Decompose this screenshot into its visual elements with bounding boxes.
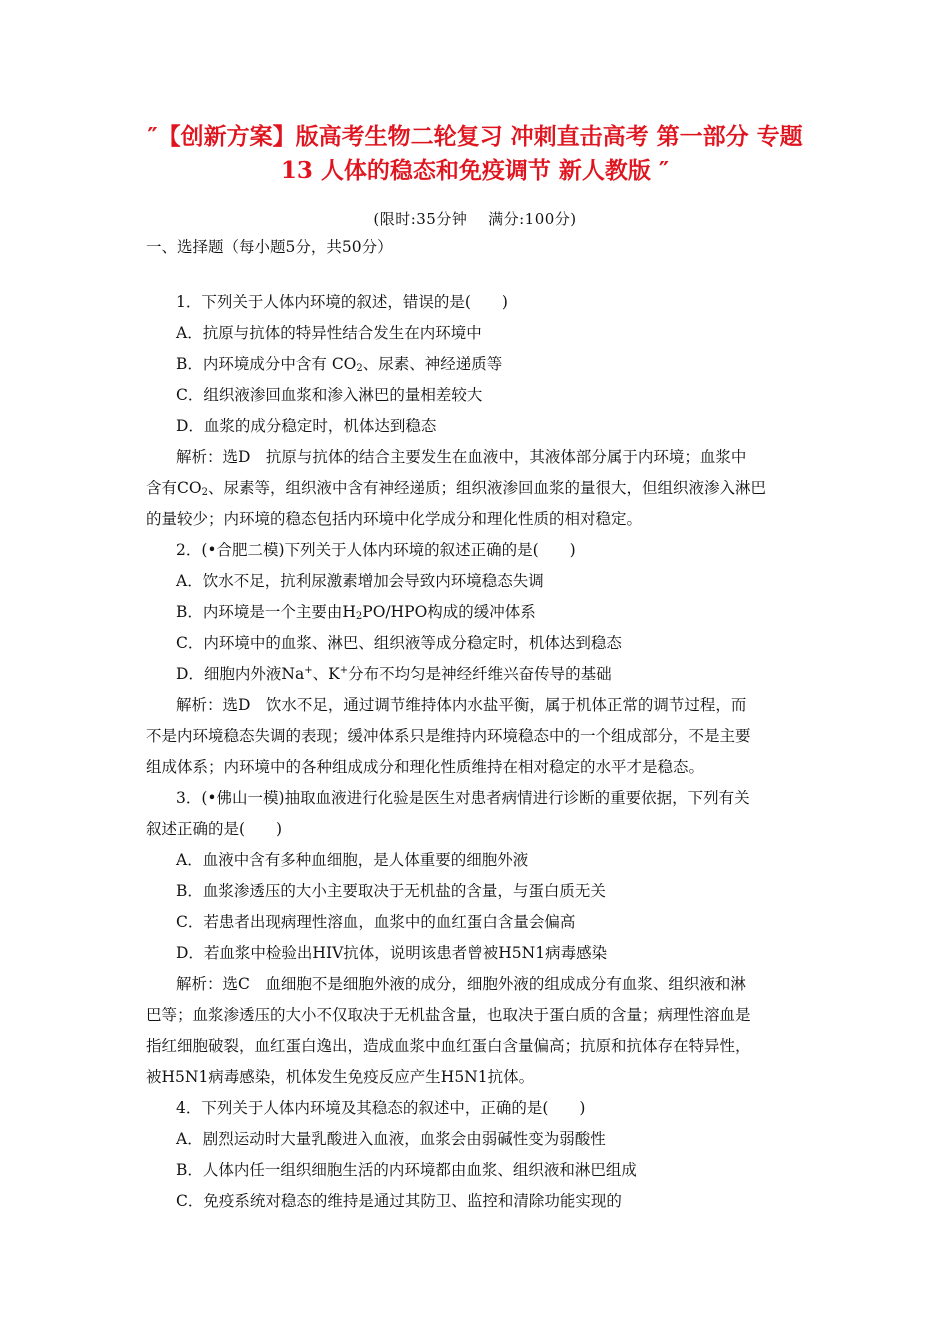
q2-option-d-text: D．细胞内外液Na bbox=[176, 665, 305, 683]
q1-option-b-subscript: 2 bbox=[356, 363, 363, 374]
q3-analysis-line-3: 指红细胞破裂，血红蛋白逸出，造成血浆中血红蛋白含量偏高；抗原和抗体存在特异性， bbox=[146, 1037, 751, 1055]
q1-analysis-line-1: 解析：选D 抗原与抗体的结合主要发生在血液中，其液体部分属于内环境；血浆中 bbox=[176, 448, 747, 466]
q1-option-a: A．抗原与抗体的特异性结合发生在内环境中 bbox=[176, 324, 482, 342]
time-and-score: (限时:35分钟 满分:100分) bbox=[373, 210, 577, 228]
q1-analysis-subscript: 2 bbox=[201, 487, 208, 498]
q3-stem-line-1: 3．(•佛山一模)抽取血液进行化验是医生对患者病情进行诊断的重要依据，下列有关 bbox=[176, 789, 750, 807]
q2-option-a: A．饮水不足，抗利尿激素增加会导致内环境稳态失调 bbox=[176, 572, 544, 590]
q1-stem: 1．下列关于人体内环境的叙述，错误的是( ) bbox=[176, 293, 508, 311]
section-heading: 一、选择题（每小题5分，共50分） bbox=[146, 238, 393, 256]
q2-option-d-text-end: 分布不均匀是神经纤维兴奋传导的基础 bbox=[348, 665, 612, 683]
title-line-1: ″【创新方案】版高考生物二轮复习 冲刺直击高考 第一部分 专题 bbox=[147, 123, 803, 150]
q2-analysis-line-2: 不是内环境稳态失调的表现；缓冲体系只是维持内环境稳态中的一个组成部分，不是主要 bbox=[146, 727, 751, 745]
q2-analysis-line-1: 解析：选D 饮水不足，通过调节维持体内水盐平衡，属于机体正常的调节过程，而 bbox=[176, 696, 747, 714]
q1-option-b bbox=[176, 352, 836, 374]
q2-option-d-superscript-2: + bbox=[339, 665, 349, 676]
q2-option-b-text-end: PO/HPO构成的缓冲体系 bbox=[362, 603, 536, 621]
q1-option-b-text: B．内环境成分中含有 CO bbox=[176, 355, 357, 373]
q1-analysis-line-3: 的量较少；内环境的稳态包括内环境中化学成分和理化性质的相对稳定。 bbox=[146, 510, 643, 528]
q4-stem: 4．下列关于人体内环境及其稳态的叙述中，正确的是( ) bbox=[176, 1099, 586, 1117]
q4-option-c: C．免疫系统对稳态的维持是通过其防卫、监控和清除功能实现的 bbox=[176, 1192, 622, 1210]
q4-option-b: B．人体内任一组织细胞生活的内环境都由血浆、组织液和淋巴组成 bbox=[176, 1161, 637, 1179]
q3-option-b: B．血浆渗透压的大小主要取决于无机盐的含量，与蛋白质无关 bbox=[176, 882, 606, 900]
q2-option-b bbox=[176, 600, 836, 622]
q1-analysis-line-2 bbox=[146, 476, 806, 498]
q3-analysis-line-1: 解析：选C 血细胞不是细胞外液的成分，细胞外液的组成成分有血浆、组织液和淋 bbox=[176, 975, 746, 993]
q3-option-d: D．若血浆中检验出HIV抗体，说明该患者曾被H5N1病毒感染 bbox=[176, 944, 608, 962]
q1-option-d: D．血浆的成分稳定时，机体达到稳态 bbox=[176, 417, 437, 435]
q2-option-d bbox=[176, 662, 836, 684]
q2-option-c: C．内环境中的血浆、淋巴、组织液等成分稳定时，机体达到稳态 bbox=[176, 634, 622, 652]
q1-analysis-text-end: 、尿素等，组织液中含有神经递质；组织液渗回血浆的量很大，但组织液渗入淋巴 bbox=[207, 479, 766, 497]
q3-option-c: C．若患者出现病理性溶血，血浆中的血红蛋白含量会偏高 bbox=[176, 913, 576, 931]
title-line-2: 13 人体的稳态和免疫调节 新人教版 ″ bbox=[280, 157, 670, 184]
document-title bbox=[130, 120, 820, 188]
q2-option-b-subscript: 2 bbox=[355, 611, 363, 622]
q2-option-d-text-mid: 、K bbox=[312, 665, 340, 683]
q2-analysis-line-3: 组成体系；内环境中的各种组成成分和理化性质维持在相对稳定的水平才是稳态。 bbox=[146, 758, 705, 776]
q2-option-d-superscript-1: + bbox=[304, 665, 313, 676]
q4-option-a: A．剧烈运动时大量乳酸进入血液，血浆会由弱碱性变为弱酸性 bbox=[176, 1130, 606, 1148]
q3-analysis-line-4: 被H5N1病毒感染，机体发生免疫反应产生H5N1抗体。 bbox=[146, 1068, 535, 1086]
q1-option-b-text-end: 、尿素、神经递质等 bbox=[362, 355, 503, 373]
q3-option-a: A．血液中含有多种血细胞，是人体重要的细胞外液 bbox=[176, 851, 529, 869]
q1-analysis-text: 含有CO bbox=[146, 479, 202, 497]
q2-option-b-text: B．内环境是一个主要由H bbox=[176, 603, 356, 621]
q3-analysis-line-2: 巴等；血浆渗透压的大小不仅取决于无机盐含量，也取决于蛋白质的含量；病理性溶血是 bbox=[146, 1006, 751, 1024]
q2-stem: 2．(•合肥二模)下列关于人体内环境的叙述正确的是( ) bbox=[176, 541, 576, 559]
q3-stem-line-2: 叙述正确的是( ) bbox=[146, 820, 283, 838]
q1-option-c: C．组织液渗回血浆和渗入淋巴的量相差较大 bbox=[176, 386, 483, 404]
